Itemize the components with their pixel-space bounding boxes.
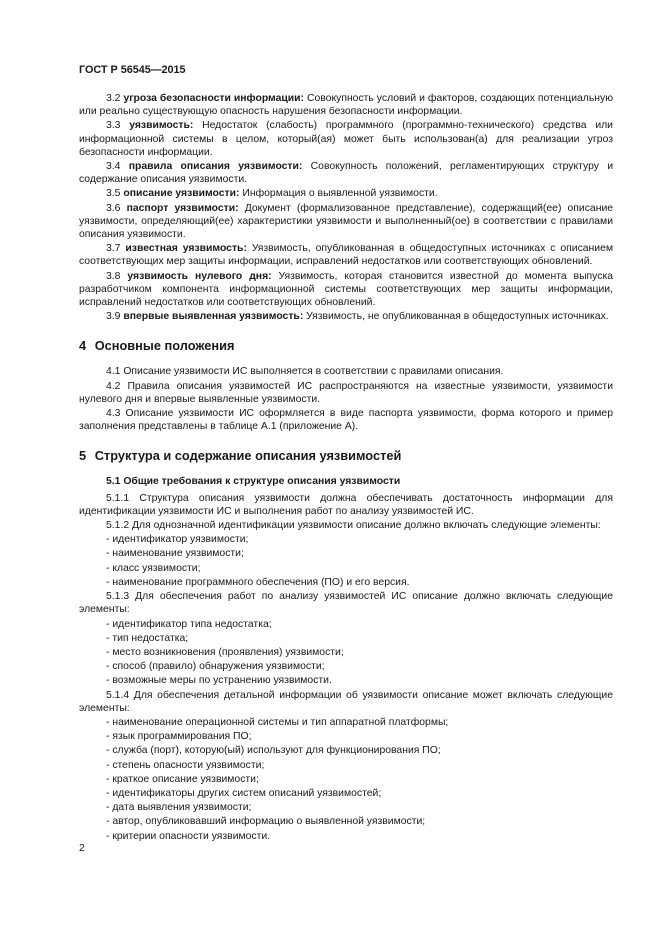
paragraph-4-1: 4.1 Описание уязвимости ИС выполняется в соответствии с правилами описания.	[106, 366, 504, 378]
definition-3-9	[79, 310, 613, 323]
definition-3-6	[79, 202, 613, 242]
paragraph-4-3: 4.3 Описание уязвимости ИС оформляется в виде паспорта уязвимости, форма которого и пример заполнения представлены в таблице А.1 (приложение А).	[79, 408, 613, 433]
section-5-heading	[79, 448, 613, 464]
definition-text: Документ (формализованное представление), содержащий(ее) описание уязвимости, определяющий(ее) характеристики уязвимости и выполненный(ое) в соответствии с правилами описания уязвимости.	[79, 202, 614, 241]
definition-text: Информация о выявленной уязвимости.	[242, 188, 438, 200]
page-content	[79, 92, 613, 844]
definition-3-8	[79, 270, 613, 310]
list-item: - тип недостатка;	[106, 632, 189, 644]
definition-term: уязвимость:	[129, 120, 194, 132]
list-item: - дата выявления уязвимости;	[106, 802, 252, 814]
list-item: - способ (правило) обнаружения уязвимости;	[106, 661, 325, 673]
section-4-heading	[79, 338, 613, 354]
definition-text: Уязвимость, опубликованная в общедоступных источниках с описанием соответствующих мер защиты информации, исправлений недостатков или соответствующих обновлений.	[79, 243, 614, 268]
list-item: - язык программирования ПО;	[106, 731, 252, 743]
list-5-1-4	[79, 716, 613, 843]
paragraph-5-1-2: 5.1.2 Для однозначной идентификации уязвимости описание должно включать следующие элементы:	[106, 520, 601, 532]
list-item: - идентификатор уязвимости;	[106, 534, 249, 546]
definition-number: 3.9	[106, 311, 121, 323]
list-item: - степень опасности уязвимости;	[106, 759, 265, 771]
definition-term: паспорт уязвимости:	[126, 202, 239, 214]
section-5-title: Структура и содержание описания уязвимостей	[94, 448, 402, 464]
definition-number: 3.2	[106, 93, 121, 104]
definition-term: угроза безопасности информации:	[123, 93, 305, 104]
definition-3-3	[79, 119, 613, 159]
definition-term: описание уязвимости:	[123, 188, 240, 200]
list-5-1-2	[79, 533, 613, 589]
section-4-title: Основные положения	[94, 338, 235, 354]
definition-3-2	[79, 92, 613, 118]
definition-3-7	[79, 242, 613, 268]
definition-number: 3.4	[106, 161, 121, 173]
definition-text: Недостаток (слабость) программного (программно-технического) средства или информационной системы в целом, который(ая) может быть использован(а) для реализации угроз безопасности информации.	[79, 120, 613, 158]
list-item: - наименование уязвимости;	[106, 548, 244, 560]
section-5-number: 5	[79, 448, 87, 464]
definition-term: уязвимость нулевого дня:	[127, 270, 272, 282]
list-item: - идентификаторы других систем описаний уязвимостей;	[106, 787, 382, 799]
definition-number: 3.5	[106, 188, 121, 200]
paragraph-5-1-4: 5.1.4 Для обеспечения детальной информации об уязвимости описание может включать следующие элементы:	[79, 689, 613, 714]
list-item: - класс уязвимости;	[106, 562, 201, 574]
definition-number: 3.6	[106, 202, 121, 214]
definition-term: известная уязвимость:	[125, 243, 247, 255]
list-item: - критерии опасности уязвимости.	[106, 830, 271, 842]
list-item: - служба (порт), которую(ый) используют для функционирования ПО;	[106, 745, 441, 757]
page-number: 2	[79, 843, 85, 854]
list-5-1-3	[79, 618, 613, 688]
definition-term: правила описания уязвимости:	[128, 161, 303, 173]
paragraph-5-1-3: 5.1.3 Для обеспечения работ по анализу уязвимостей ИС описание должно включать следующие элементы:	[79, 591, 613, 616]
subsection-5-1-heading: 5.1 Общие требования к структуре описания уязвимости	[106, 476, 401, 488]
definition-number: 3.7	[106, 243, 121, 255]
section-4-number: 4	[79, 338, 87, 354]
paragraph-5-1-1: 5.1.1 Структура описания уязвимости должна обеспечивать достаточность информации для идентификации уязвимости ИС и выполнения работ по анализу уязвимостей ИС.	[79, 492, 613, 517]
list-item: - наименование операционной системы и тип аппаратной платформы;	[106, 716, 449, 728]
definition-term: впервые выявленная уязвимость:	[123, 311, 304, 323]
document-header: ГОСТ Р 56545—2015	[79, 64, 186, 76]
list-item: - место возникновения (проявления) уязвимости;	[106, 646, 344, 658]
list-item: - возможные меры по устранению уязвимости.	[106, 675, 332, 687]
definition-text: Совокупность положений, регламентирующих структуру и содержание описания уязвимости.	[79, 161, 614, 186]
definition-number: 3.8	[106, 270, 121, 282]
definition-text: Уязвимость, не опубликованная в общедоступных источниках.	[306, 311, 609, 323]
list-item: - автор, опубликовавший информацию о выявленной уязвимости;	[106, 816, 426, 828]
section-3-definitions	[79, 92, 613, 323]
definition-text: Уязвимость, которая становится известной до момента выпуска разработчиком компонента информационной системы соответствующих мер защиты информации, исправлений недостатков или соответствующих обновлений.	[79, 270, 613, 309]
paragraph-4-2: 4.2 Правила описания уязвимостей ИС распространяются на известные уязвимости, уязвимости нулевого дня и впервые выявленные уязвимости.	[79, 380, 613, 405]
definition-number: 3.3	[106, 120, 121, 132]
definition-3-5	[79, 187, 613, 200]
list-item: - идентификатор типа недостатка;	[106, 618, 272, 630]
list-item: - наименование программного обеспечения (ПО) и его версия.	[106, 576, 410, 588]
list-item: - краткое описание уязвимости;	[106, 773, 259, 785]
definition-3-4	[79, 160, 613, 186]
definition-text: Совокупность условий и факторов, создающих потенциальную или реально существующую опасность нарушения безопасности информации.	[79, 93, 614, 118]
